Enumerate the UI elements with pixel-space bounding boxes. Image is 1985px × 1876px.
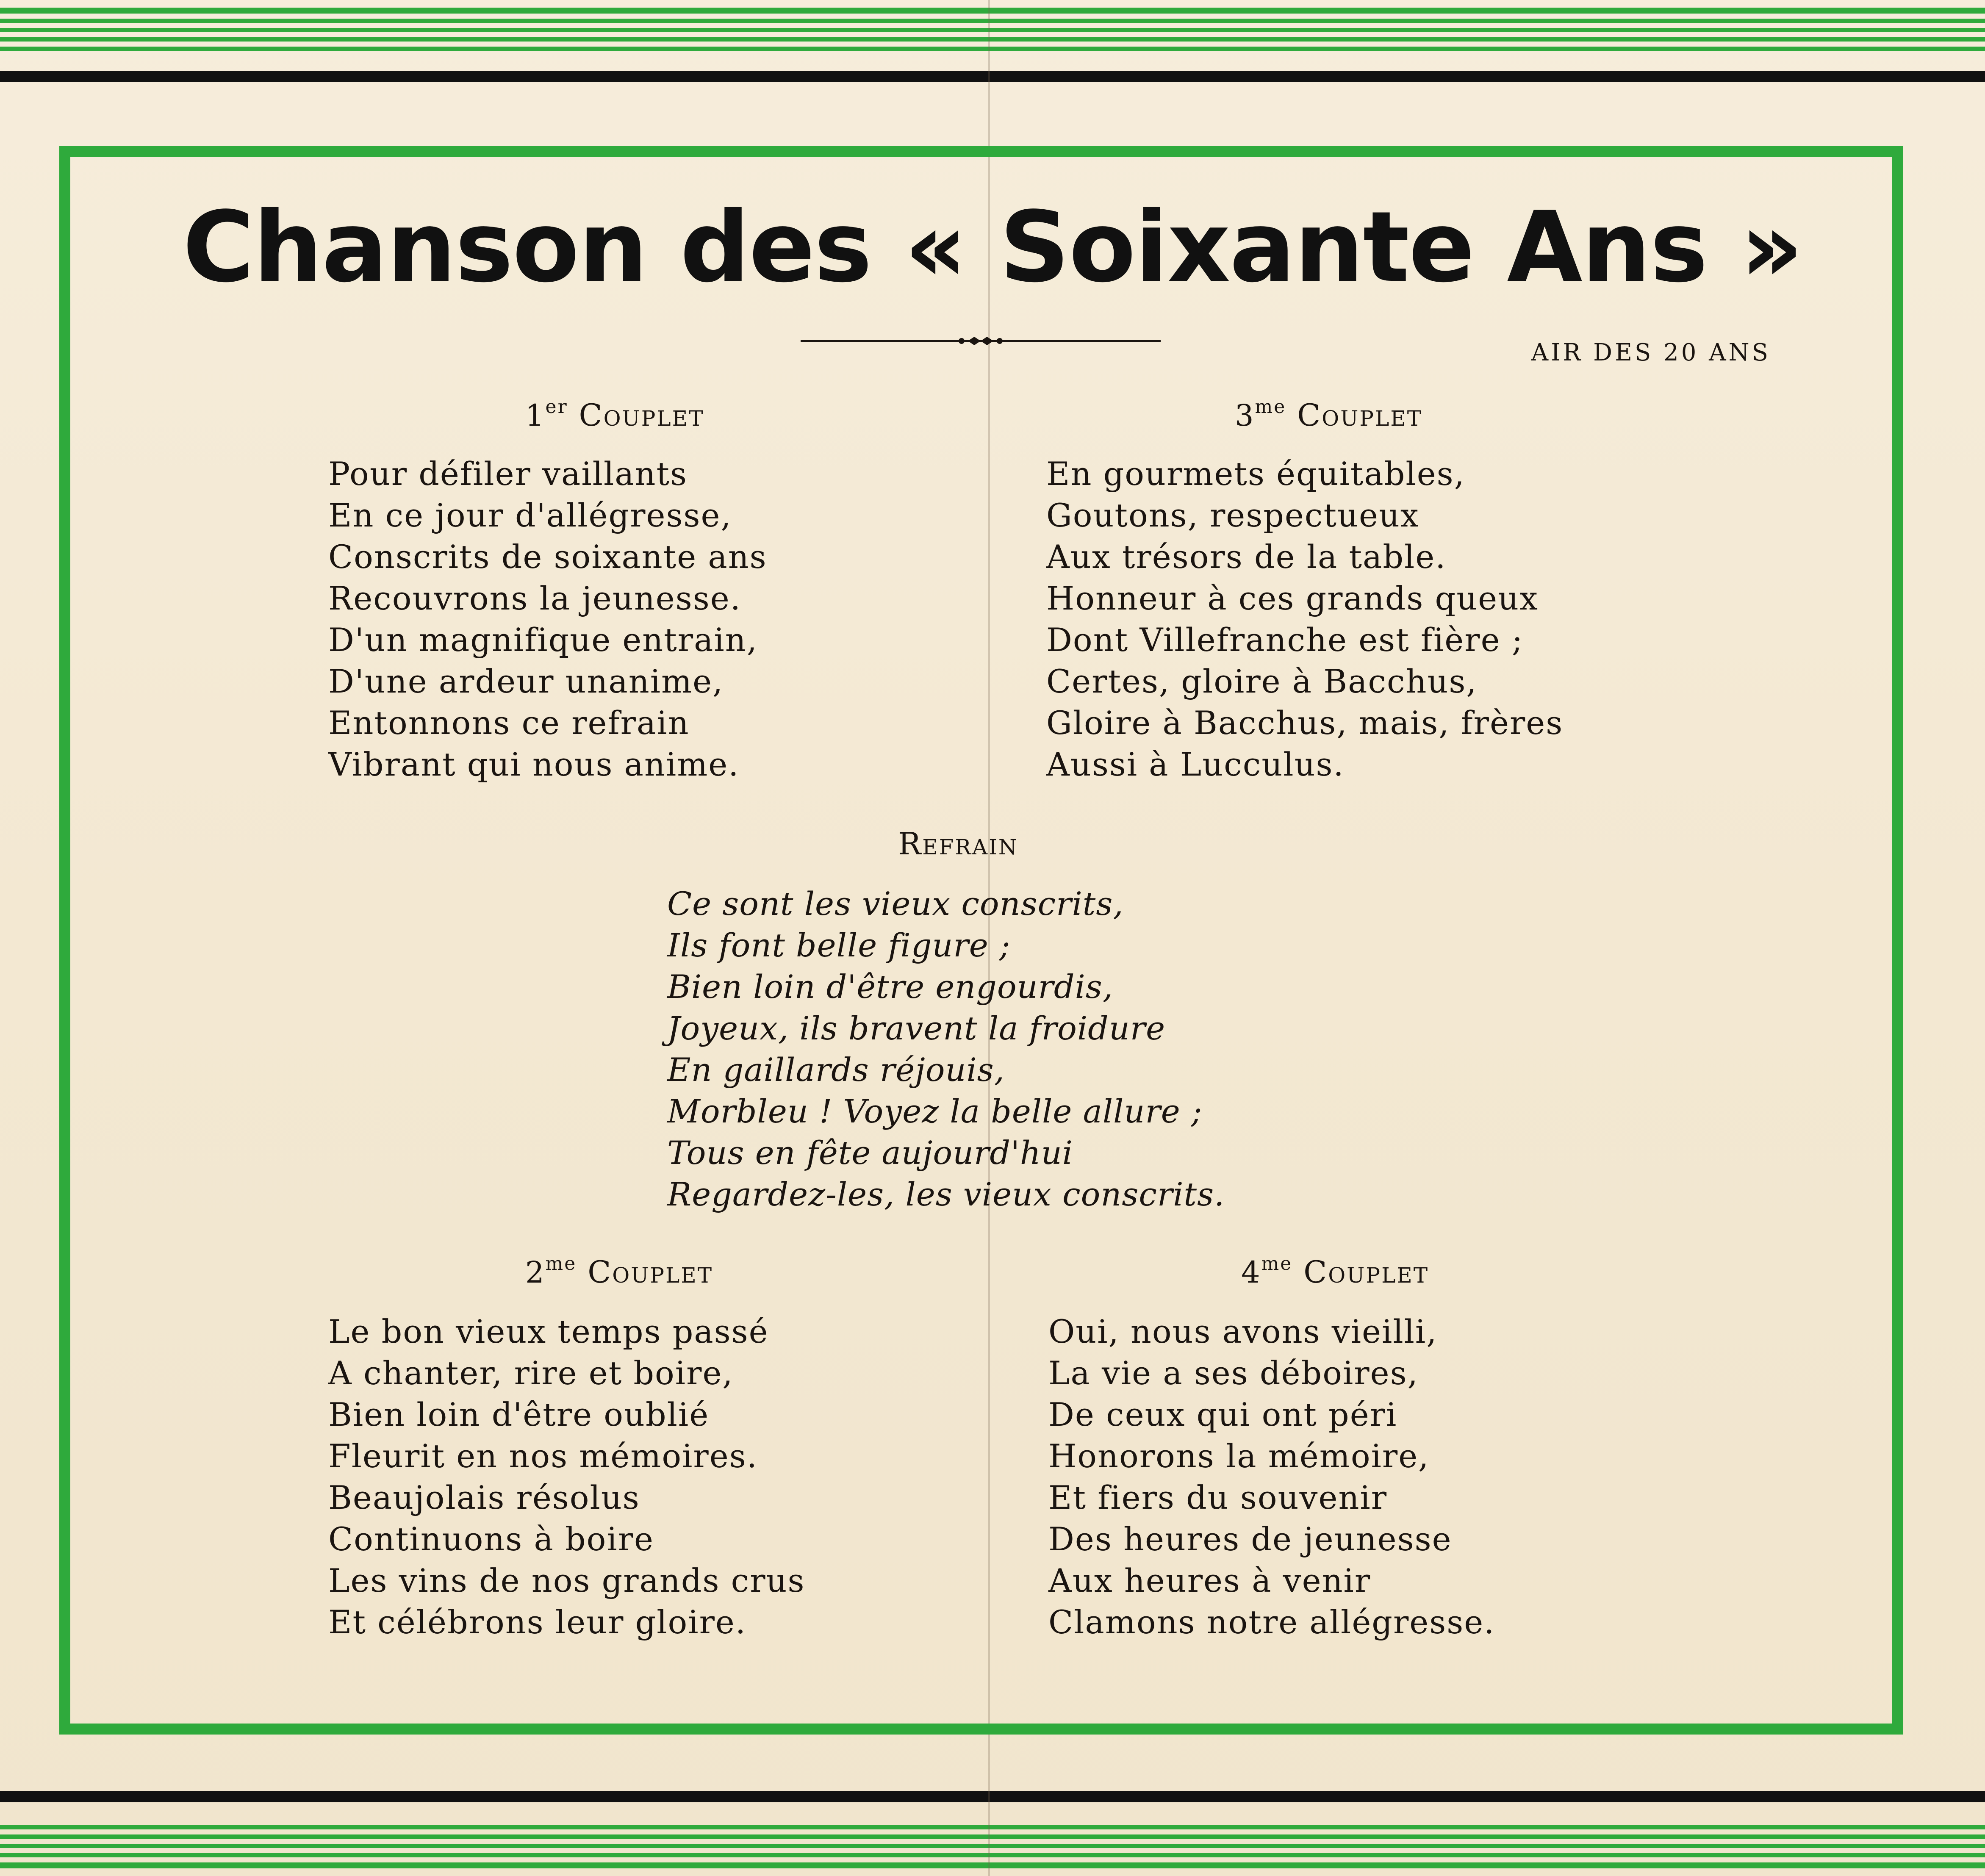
- verse-line: Fleurit en nos mémoires.: [328, 1437, 758, 1475]
- refrain-line: Morbleu ! Voyez la belle allure ;: [667, 1092, 1203, 1130]
- couplet-1-heading: 1er Couplet: [525, 396, 704, 433]
- verse-line: Clamons notre allégresse.: [1048, 1603, 1495, 1641]
- couplet-4-verse: [1048, 1311, 1495, 1643]
- verse-line: Pour défiler vaillants: [328, 455, 688, 493]
- verse-line: Dont Villefranche est fière ;: [1046, 621, 1524, 659]
- title-ornament: [801, 330, 1161, 352]
- couplet-2-heading: $2^{me}$ Couplet: [525, 1253, 713, 1290]
- verse-line: Conscrits de soixante ans: [328, 538, 767, 576]
- verse-line: Recouvrons la jeunesse.: [328, 579, 741, 617]
- verse-line: D'un magnifique entrain,: [328, 621, 758, 659]
- couplet-3-heading: $3^{me}$ Couplet: [1235, 396, 1423, 433]
- verse-line: Les vins de nos grands crus: [328, 1562, 805, 1599]
- air-note: AIR DES 20 ANS: [1531, 339, 1771, 366]
- refrain-line: En gaillards réjouis,: [667, 1051, 1005, 1089]
- verse-line: La vie a ses déboires,: [1048, 1354, 1419, 1392]
- verse-line: Oui, nous avons vieilli,: [1048, 1313, 1438, 1350]
- verse-line: Beaujolais résolus: [328, 1479, 640, 1516]
- verse-line: Aux heures à venir: [1048, 1562, 1371, 1599]
- verse-line: Honneur à ces grands queux: [1046, 579, 1539, 617]
- refrain-line: Tous en fête aujourd'hui: [667, 1134, 1073, 1172]
- verse-line: En ce jour d'allégresse,: [328, 496, 732, 534]
- verse-line: Aux trésors de la table.: [1046, 538, 1447, 576]
- verse-line: Goutons, respectueux: [1046, 496, 1419, 534]
- bottom-border-stripes: [0, 1791, 1985, 1855]
- verse-line: Gloire à Bacchus, mais, frères: [1046, 704, 1564, 742]
- verse-line: Bien loin d'être oublié: [328, 1396, 710, 1433]
- refrain-line: Joyeux, ils bravent la froidure: [667, 1009, 1166, 1047]
- verse-line: A chanter, rire et boire,: [328, 1354, 734, 1392]
- verse-line: En gourmets équitables,: [1046, 455, 1465, 493]
- refrain-line: Ce sont les vieux conscrits,: [667, 885, 1124, 923]
- verse-line: Vibrant qui nous anime.: [328, 745, 740, 783]
- verse-line: Des heures de jeunesse: [1048, 1520, 1452, 1558]
- verse-line: Et célébrons leur gloire.: [328, 1603, 747, 1641]
- verse-line: Continuons à boire: [328, 1520, 654, 1558]
- verse-line: Honorons la mémoire,: [1048, 1437, 1430, 1475]
- refrain-line: Bien loin d'être engourdis,: [667, 968, 1113, 1006]
- refrain-verse: [667, 883, 1225, 1215]
- top-border-stripes: [0, 0, 1985, 64]
- couplet-3-verse: [1046, 453, 1563, 785]
- refrain-line: Ils font belle figure ;: [667, 926, 1011, 964]
- song-title: Chanson des « Soixante Ans »: [183, 191, 1802, 304]
- couplet-4-heading: $4^{me}$ Couplet: [1241, 1253, 1429, 1290]
- verse-line: Entonnons ce refrain: [328, 704, 690, 742]
- refrain-line: Regardez-les, les vieux conscrits.: [667, 1175, 1225, 1213]
- verse-line: Aussi à Lucculus.: [1046, 745, 1345, 783]
- verse-line: Le bon vieux temps passé: [328, 1313, 769, 1350]
- couplet-2-verse: [328, 1311, 805, 1643]
- couplet-1-verse: [328, 453, 767, 785]
- verse-line: D'une ardeur unanime,: [328, 662, 724, 700]
- verse-line: De ceux qui ont péri: [1048, 1396, 1397, 1433]
- verse-line: Certes, gloire à Bacchus,: [1046, 662, 1478, 700]
- refrain-heading: Refrain: [898, 826, 1018, 862]
- verse-line: Et fiers du souvenir: [1048, 1479, 1388, 1516]
